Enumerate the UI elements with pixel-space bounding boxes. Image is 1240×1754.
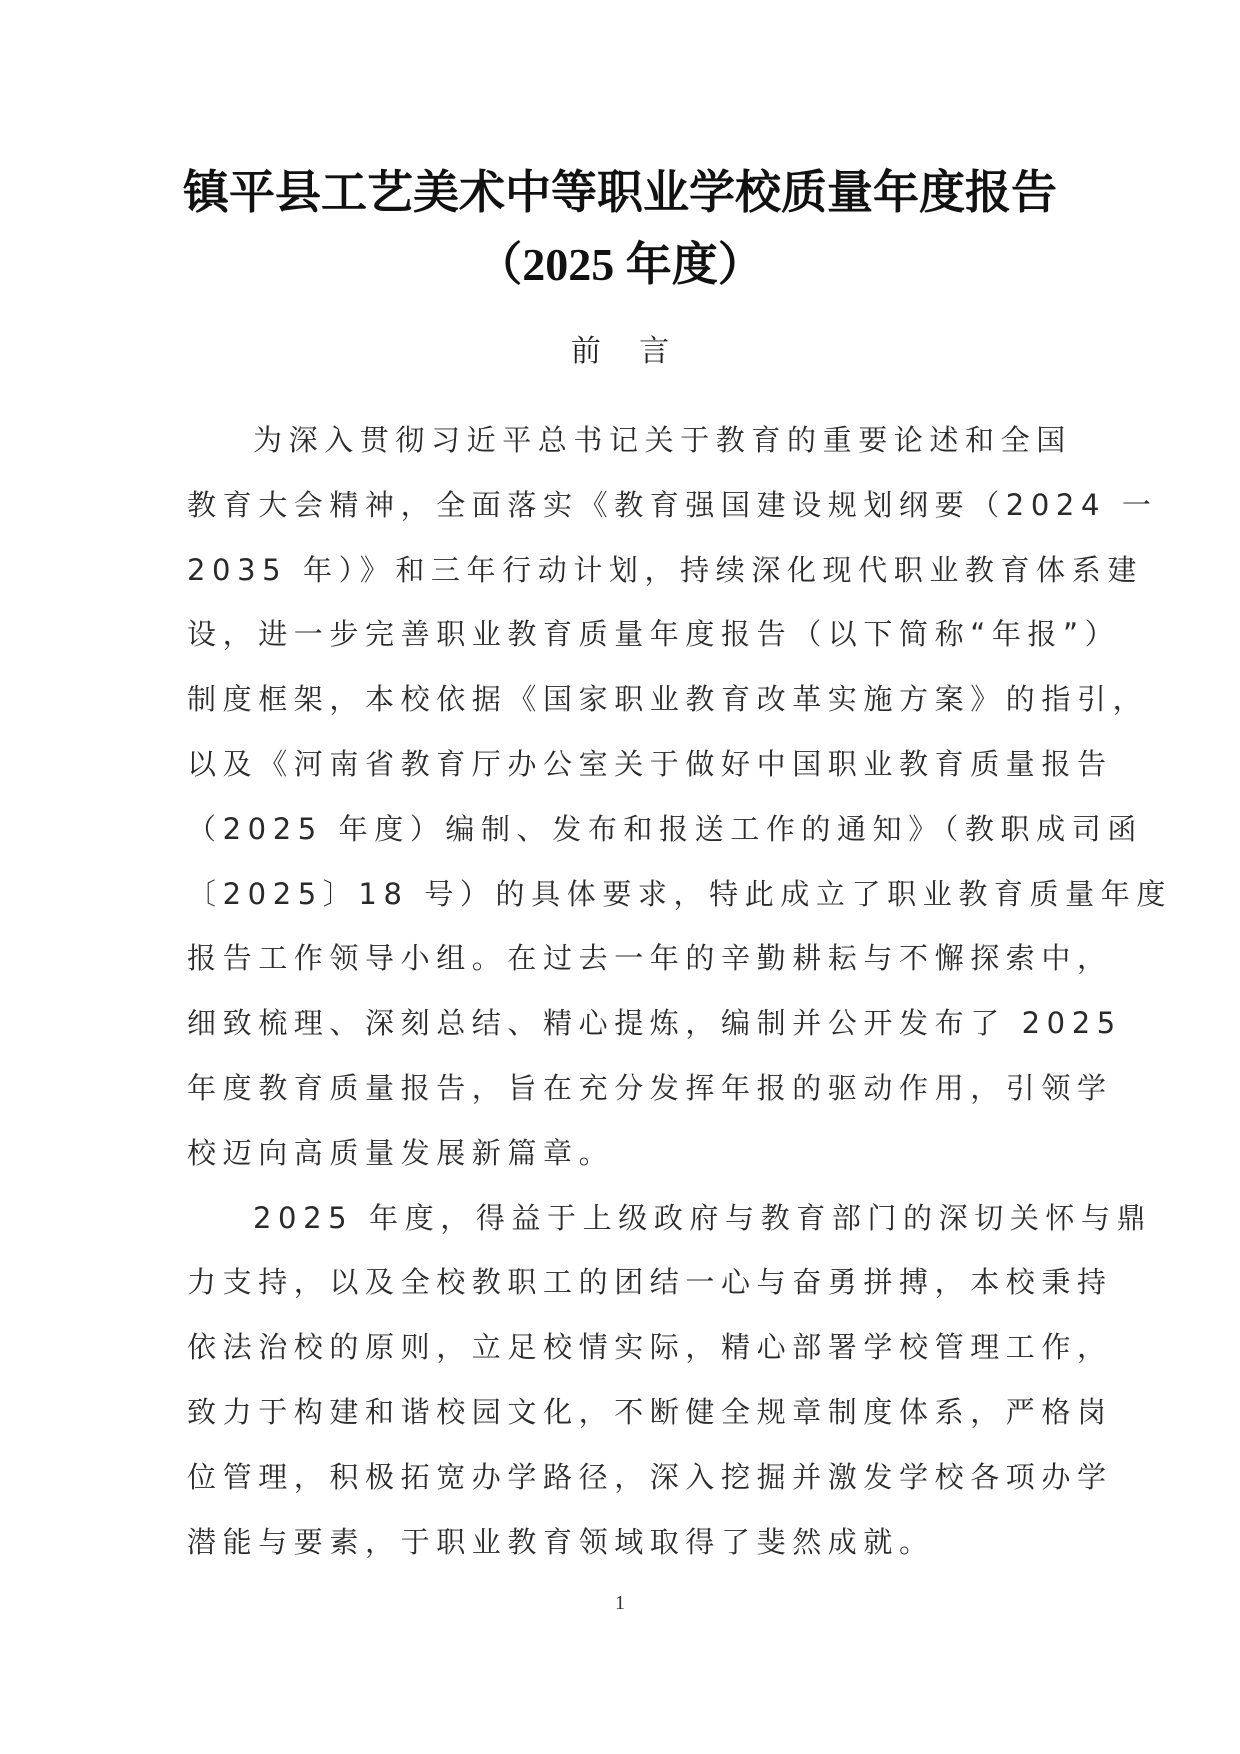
paragraph-line: 力支持，以及全校教职工的团结一心与奋勇拼搏，本校秉持 [187, 1265, 1113, 1300]
paragraph-line: 报告工作领导小组。在过去一年的辛勤耕耘与不懈探索中， [187, 941, 1113, 976]
paragraph-line: 以及《河南省教育厅办公室关于做好中国职业教育质量报告 [187, 746, 1113, 781]
paragraph-line: 致力于构建和谐校园文化，不断健全规章制度体系，严格岗 [187, 1394, 1113, 1429]
paragraph-line: 设，进一步完善职业教育质量年度报告（以下简称“年报”） [187, 617, 1121, 652]
paragraph-line: （2025 年度）编制、发布和报送工作的通知》（教职成司函 [187, 811, 1143, 846]
paragraph-line: 〔2025〕18 号）的具体要求，特此成立了职业教育质量年度 [187, 876, 1172, 911]
paragraph-line: 制度框架，本校依据《国家职业教育改革实施方案》的指引， [187, 682, 1149, 717]
page-number: 1 [615, 1592, 625, 1614]
paragraph-1 [187, 408, 1172, 1186]
document-subtitle-year: （2025 年度） [476, 239, 764, 290]
paragraph-line: 2025 年度，得益于上级政府与教育部门的深切关怀与鼎 [253, 1200, 1153, 1235]
paragraph-line: 教育大会精神，全面落实《教育强国建设规划纲要（2024 一 [187, 487, 1158, 522]
paragraph-2 [187, 1186, 1153, 1575]
body-text [187, 408, 1172, 1574]
document-title: 镇平县工艺美术中等职业学校质量年度报告 [183, 167, 1057, 218]
paragraph-line: 2035 年）》和三年行动计划，持续深化现代职业教育体系建 [187, 552, 1143, 587]
section-heading-preface: 前 言 [570, 334, 670, 369]
paragraph-line: 校迈向高质量发展新篇章。 [187, 1135, 615, 1170]
paragraph-line: 为深入贯彻习近平总书记关于教育的重要论述和全国 [253, 423, 1072, 457]
paragraph-line: 年度教育质量报告，旨在充分发挥年报的驱动作用，引领学 [187, 1070, 1113, 1105]
paragraph-line: 位管理，积极拓宽办学路径，深入挖掘并激发学校各项办学 [187, 1459, 1113, 1494]
paragraph-line: 潜能与要素，于职业教育领域取得了斐然成就。 [187, 1524, 935, 1559]
paragraph-line: 依法治校的原则，立足校情实际，精心部署学校管理工作， [187, 1330, 1113, 1365]
paragraph-line: 细致梳理、深刻总结、精心提炼，编制并公开发布了 2025 [187, 1006, 1122, 1041]
